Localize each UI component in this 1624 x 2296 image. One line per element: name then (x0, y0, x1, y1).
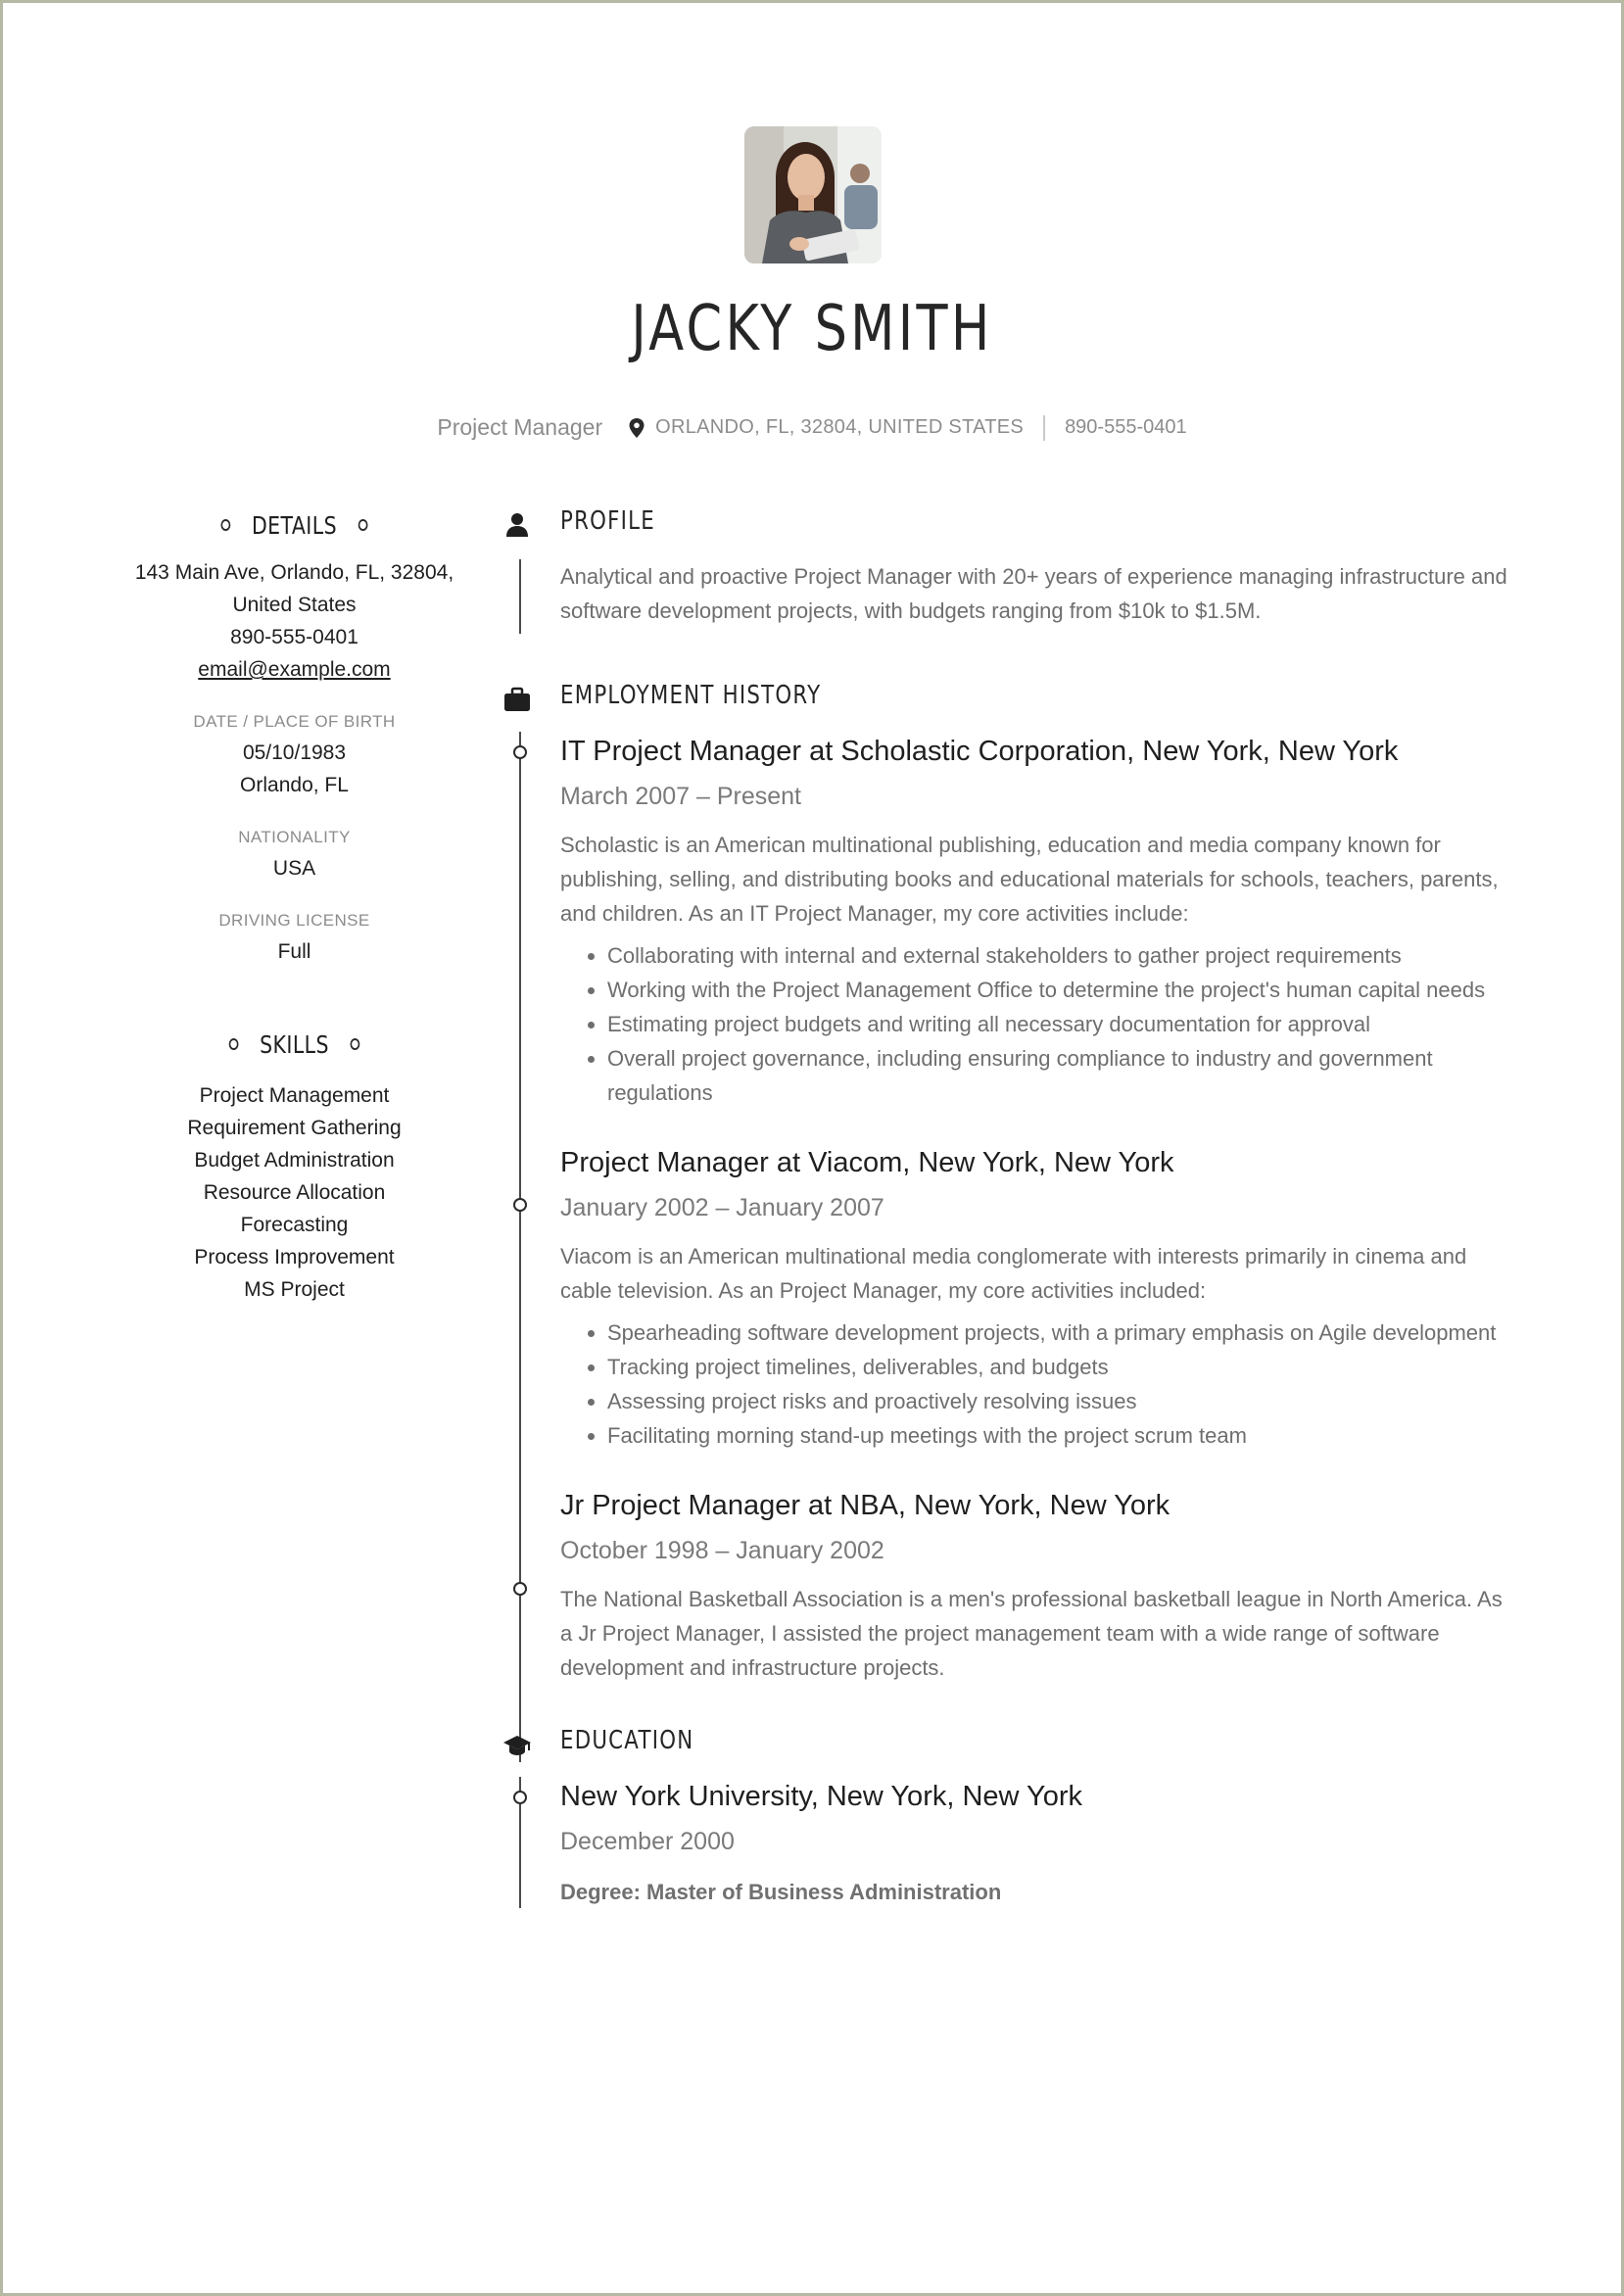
circle-icon (350, 1038, 359, 1050)
birth-place: Orlando, FL (240, 774, 349, 796)
job-bullets (560, 938, 1511, 1110)
profile-photo (744, 126, 882, 263)
education-timeline (502, 1777, 1511, 1909)
circle-icon (221, 519, 231, 531)
skills-list (120, 1079, 468, 1306)
location (628, 416, 1024, 439)
job-title: IT Project Manager at Scholastic Corporation, New York, New York (560, 736, 1399, 767)
graduation-cap-icon (502, 1730, 532, 1759)
skill-item: MS Project (244, 1278, 345, 1301)
person-icon (502, 510, 532, 540)
education-entry (560, 1777, 1511, 1909)
job-entry (560, 732, 1511, 1110)
education-heading (502, 1722, 1511, 1767)
employment-heading-text: EMPLOYMENT HISTORY (560, 681, 822, 710)
header-subline (3, 414, 1621, 441)
job-bullets (560, 1315, 1511, 1453)
briefcase-icon (502, 685, 532, 714)
skill-item: Budget Administration (194, 1149, 395, 1172)
skill-item: Process Improvement (194, 1246, 395, 1268)
details-heading-text: DETAILS (251, 510, 338, 540)
candidate-name: JACKY SMITH (631, 293, 993, 365)
employment-timeline (502, 732, 1511, 1685)
profile-block (502, 559, 1511, 628)
email-link[interactable]: email@example.com (198, 658, 391, 681)
bullet-item: • Assessing project risks and proactively resolving issues (607, 1384, 1511, 1418)
bullet-item: • Tracking project timelines, deliverables, and budgets (607, 1350, 1511, 1384)
school-name: New York University, New York, New York (560, 1781, 1082, 1812)
profile-text: Analytical and proactive Project Manager with 20+ years of experience managing infrastructure and software development projects, with budgets ranging from $10k to $1.5M. (560, 564, 1507, 623)
skills-heading-text: SKILLS (260, 1029, 329, 1059)
main-content (502, 502, 1511, 1909)
job-title: Project Manager (437, 414, 603, 440)
skills-section (120, 1027, 468, 1306)
bullet-item: • Spearheading software development projects, with a primary emphasis on Agile development (607, 1315, 1511, 1350)
header-phone: 890-555-0401 (1065, 416, 1187, 438)
skills-heading (152, 1027, 437, 1062)
circle-icon (358, 519, 367, 531)
job-dates: October 1998 – January 2002 (560, 1537, 884, 1564)
bullet-item: • Collaborating with internal and external stakeholders to gather project requirements (607, 938, 1511, 973)
job-title: Jr Project Manager at NBA, New York, New York (560, 1490, 1170, 1521)
job-description: The National Basketball Association is a men's professional basketball league in North America. As a Jr Project Manager, I assisted the project management team with a wide range of software development and infrastructure projects. (560, 1587, 1503, 1680)
timeline-line (519, 559, 521, 634)
profile-heading-text: PROFILE (560, 506, 655, 536)
degree: Degree: Master of Business Administration (560, 1880, 1002, 1904)
job-dates: March 2007 – Present (560, 783, 801, 810)
timeline-dot (513, 1582, 527, 1596)
nationality-label: NATIONALITY (238, 828, 351, 846)
job-description: Viacom is an American multinational media conglomerate with interests primarily in cinema and cable television. As an Project Manager, my core activities included: (560, 1244, 1467, 1303)
skill-item: Forecasting (240, 1214, 349, 1236)
timeline-line (519, 732, 521, 1762)
job-dates: January 2002 – January 2007 (560, 1194, 884, 1221)
license-label: DRIVING LICENSE (218, 911, 370, 930)
license-value: Full (277, 940, 311, 963)
map-pin-icon (628, 417, 645, 439)
profile-heading (502, 502, 1511, 548)
birth-date: 05/10/1983 (242, 741, 347, 764)
bullet-item: • Facilitating morning stand-up meetings with the project scrum team (607, 1418, 1511, 1453)
address-line-1: 143 Main Ave, Orlando, FL, 32804, (134, 561, 454, 584)
location-text: ORLANDO, FL, 32804, UNITED STATES (655, 416, 1025, 438)
job-entry (560, 1486, 1511, 1685)
job-description: Scholastic is an American multinational publishing, education and media company known for publishing, selling, and distributing books and educational materials for schools, teachers, parents, and children. As an IT Project Manager, my core activities include: (560, 833, 1499, 926)
education-date: December 2000 (560, 1828, 735, 1855)
skill-item: Resource Allocation (203, 1181, 386, 1204)
details-heading (152, 507, 437, 543)
circle-icon (229, 1038, 239, 1050)
nationality-value: USA (272, 857, 316, 880)
bullet-item: • Overall project governance, including ensuring compliance to industry and government regulations (607, 1041, 1511, 1110)
details-phone: 890-555-0401 (230, 626, 358, 648)
job-title: Project Manager at Viacom, New York, New York (560, 1147, 1174, 1178)
birth-label: DATE / PLACE OF BIRTH (193, 712, 396, 731)
bullet-item: • Estimating project budgets and writing all necessary documentation for approval (607, 1007, 1511, 1041)
divider (1043, 415, 1045, 441)
address-line-2: United States (232, 594, 357, 616)
skill-item: Requirement Gathering (187, 1117, 402, 1139)
skill-item: Project Management (199, 1084, 390, 1107)
employment-heading (502, 677, 1511, 722)
timeline-dot (513, 1198, 527, 1212)
timeline-dot (513, 1791, 527, 1804)
bullet-item: • Working with the Project Management Office to determine the project's human capital needs (607, 973, 1511, 1007)
education-heading-text: EDUCATION (560, 1726, 694, 1755)
timeline-dot (513, 745, 527, 759)
job-entry (560, 1143, 1511, 1453)
sidebar (120, 507, 468, 1306)
